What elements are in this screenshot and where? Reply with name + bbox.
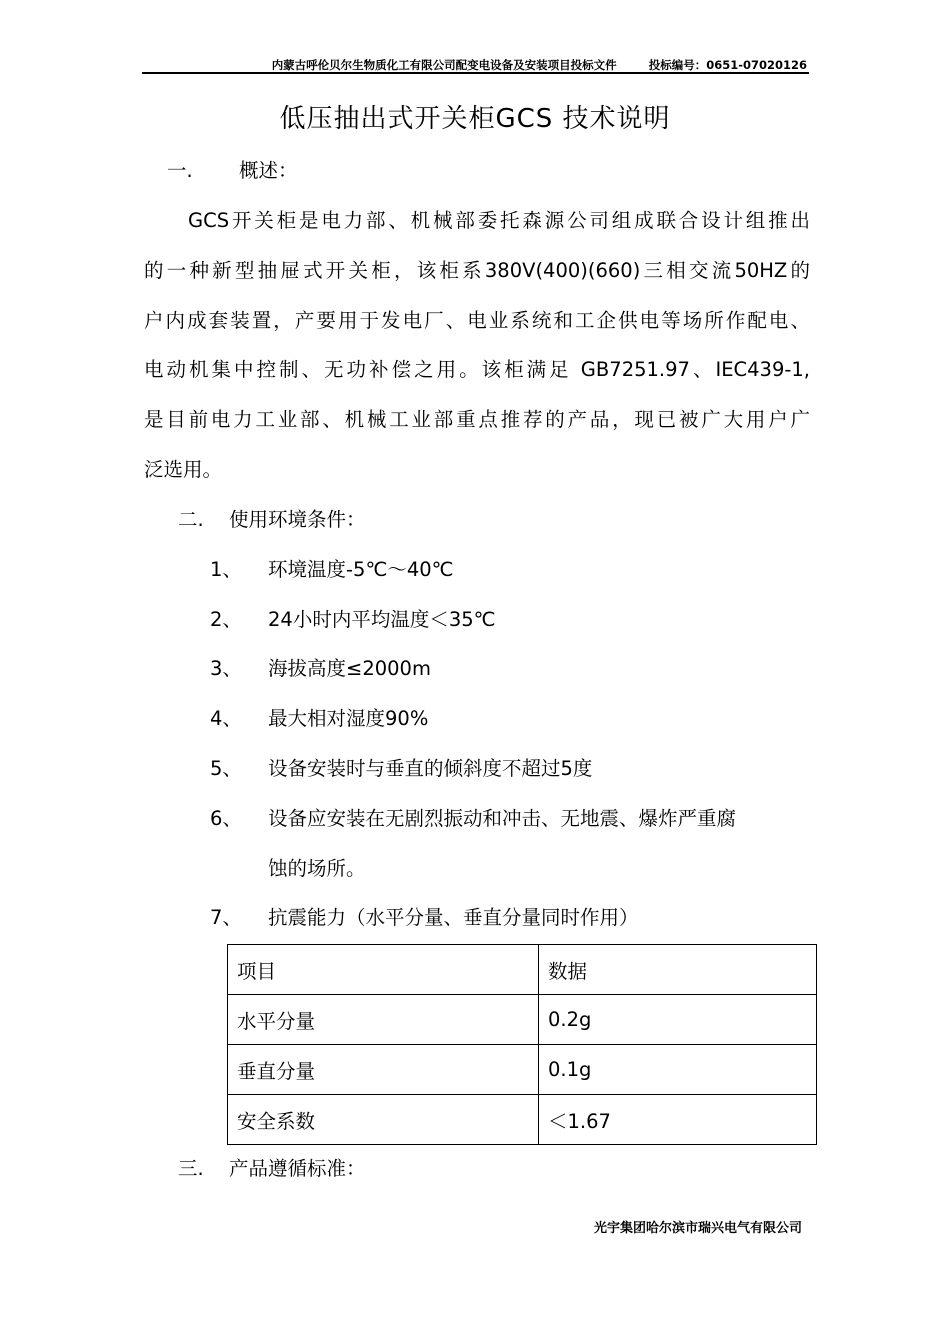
section1-title: 概述： [239,159,298,182]
env-condition-item [210,905,639,931]
section1-paragraph-line: 户内成套装置，产要用于发电厂、电业系统和工企供电等场所作配电、 [144,309,810,332]
item-text: 最大相对湿度90% [268,707,429,730]
item-number: 6、 [210,807,242,830]
section1-paragraph-line: 是目前电力工业部、机械工业部重点推荐的产品，现已被广大用户广 [144,408,810,431]
section1-number: 一. [167,159,193,182]
table-header-cell: 数据 [539,945,817,995]
header-bid-number: 投标编号：0651-07020126 [648,58,807,72]
item-text: 设备应安装在无剧烈振动和冲击、无地震、爆炸严重腐 [268,807,737,830]
item-number: 2、 [210,608,242,631]
section1-heading [167,158,298,184]
item-number: 5、 [210,757,242,780]
section3-heading [178,1156,366,1182]
table-header-cell: 项目 [228,945,539,995]
item-text: 环境温度-5℃～40℃ [268,558,454,581]
table-cell: 0.2g [539,995,817,1045]
env-condition-item [210,557,454,583]
section3-title: 产品遵循标准： [229,1157,366,1180]
table-cell: 水平分量 [228,995,539,1045]
header-doc-title: 内蒙古呼伦贝尔生物质化工有限公司配变电设备及安装项目投标文件 [271,58,617,72]
section1-paragraph-line: 泛选用。 [144,458,223,481]
page-footer-company: 光宇集团哈尔滨市瑞兴电气有限公司 [593,1221,802,1236]
table-row [228,1095,817,1145]
env-condition-item [210,607,496,633]
section2-title: 使用环境条件： [229,508,366,531]
table-row [228,995,817,1045]
section1-paragraph-line: 的一种新型抽屉式开关柜，该柜系380V(400)(660)三相交流50HZ的 [144,259,810,282]
item-text: 海拔高度≤2000m [268,657,431,680]
section2-heading [178,507,366,533]
env-condition-item [210,706,428,732]
page-header [272,57,807,73]
env-condition-item [210,756,592,782]
header-divider [142,72,809,74]
table-header-row [228,945,817,995]
item-number: 7、 [210,906,242,929]
env-condition-item [210,656,431,682]
table-row [228,1045,817,1095]
table-cell: ＜1.67 [539,1095,817,1145]
seismic-capacity-table [227,944,817,1145]
item-number: 1、 [210,558,242,581]
env-condition-item [210,806,736,832]
section3-number: 三. [178,1157,204,1180]
section1-paragraph-line: 电动机集中控制、无功补偿之用。该柜满足 GB7251.97、IEC439-1, [144,358,810,381]
item-text: 设备安装时与垂直的倾斜度不超过5度 [268,757,593,780]
item-text: 抗震能力（水平分量、垂直分量同时作用） [268,906,639,929]
document-title: 低压抽出式开关柜GCS 技术说明 [279,104,671,134]
item-number: 4、 [210,707,242,730]
section2-number: 二. [178,508,204,531]
section1-paragraph-line: GCS开关柜是电力部、机械部委托森源公司组成联合设计组推出 [188,209,810,232]
item-text-continuation: 蚀的场所。 [268,857,366,880]
item-text: 24小时内平均温度＜35℃ [268,608,496,631]
table-cell: 安全系数 [228,1095,539,1145]
table-cell: 垂直分量 [228,1045,539,1095]
table-cell: 0.1g [539,1045,817,1095]
item-number: 3、 [210,657,242,680]
